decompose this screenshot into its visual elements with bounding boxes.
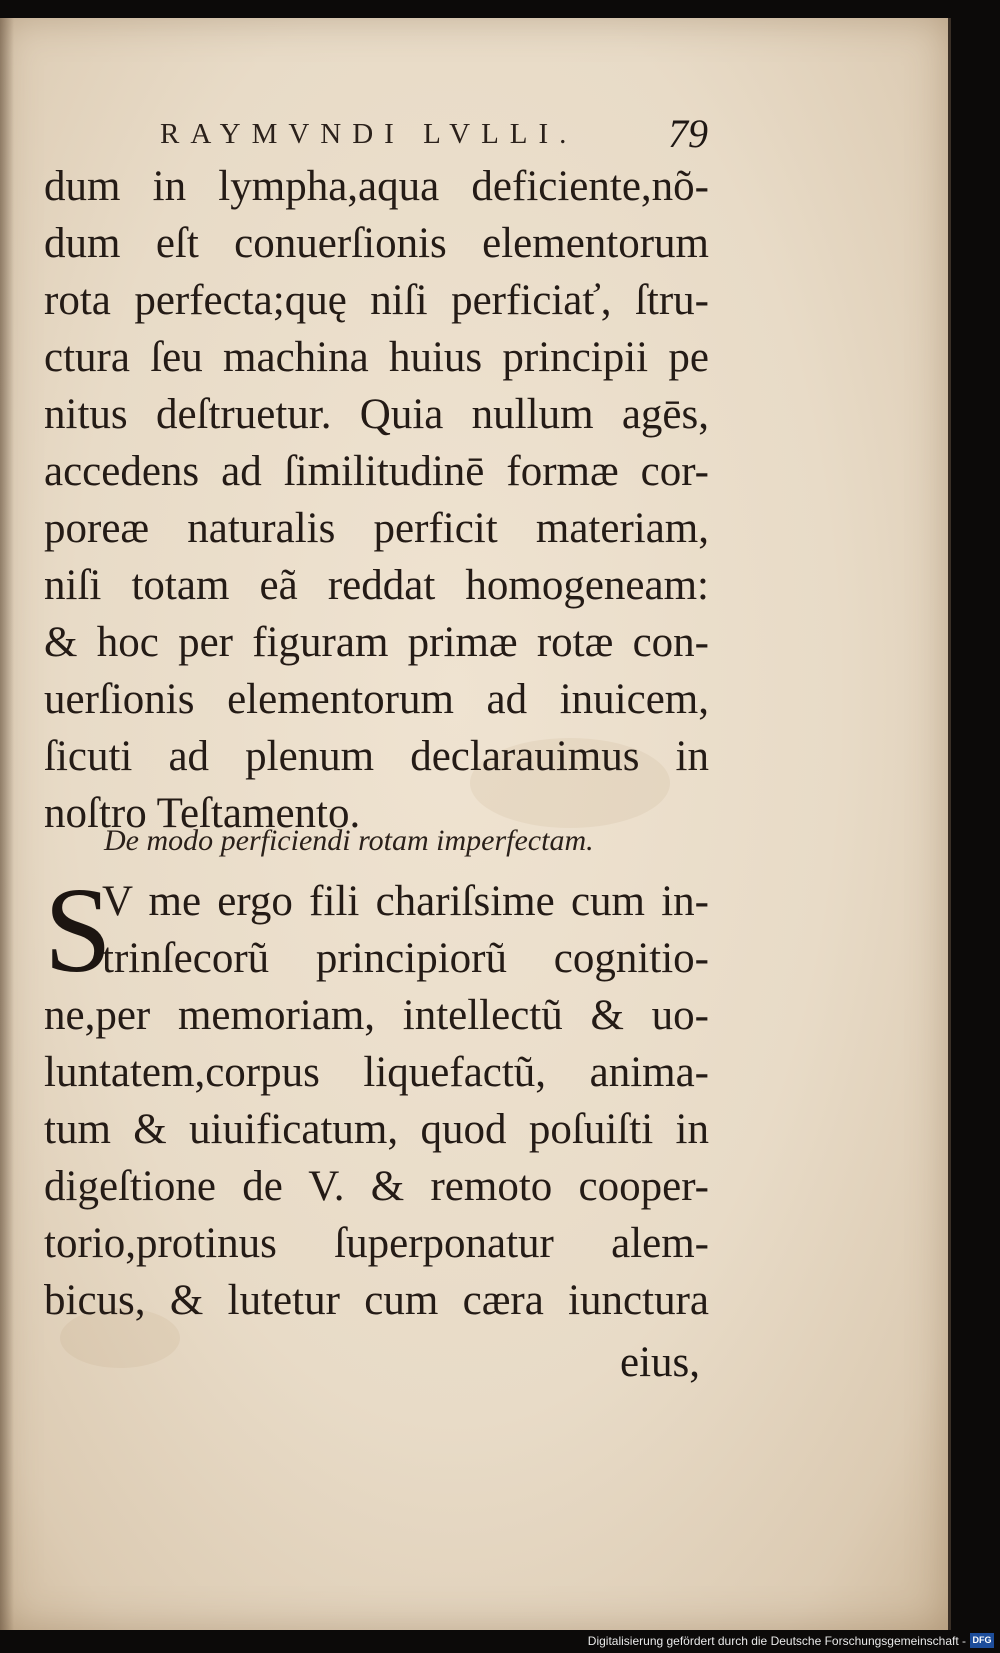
text-line: accedens ad ſimilitudinē formæ cor- [44, 448, 709, 495]
page-gutter-shadow [0, 18, 14, 1630]
text-line: V me ergo fili chariſsime cum in- [102, 878, 709, 925]
text-line: ctura ſeu machina huius principii pe [44, 334, 709, 381]
text-line: poreæ naturalis perficit materiam, [44, 505, 709, 552]
text-line: & hoc per figuram primæ rotæ con- [44, 619, 709, 666]
text-line: ne,per memoriam, intellectũ & uo- [44, 992, 709, 1039]
dfg-logo: DFG [970, 1633, 994, 1648]
text-line: bicus, & lutetur cum cæra iunctura [44, 1277, 709, 1324]
digitization-credit: Digitalisierung gefördert durch die Deutsche Forschungsgemeinschaft - [587, 1634, 966, 1648]
text-line: dum in lympha,aqua deficiente,nõ- [44, 163, 709, 210]
running-head: RAYMVNDI LVLLI. [160, 118, 578, 150]
text-line: dum eſt conuerſionis elementorum [44, 220, 709, 267]
text-line: ſicuti ad plenum declarauimus in [44, 733, 709, 780]
text-line: niſi totam eã reddat homogeneam: [44, 562, 709, 609]
drop-cap: S [44, 863, 112, 998]
text-line: rota perfecta;quę niſi perficiať, ſtru- [44, 277, 709, 324]
text-line: torio,protinus ſuperponatur alem- [44, 1220, 709, 1267]
text-line: tum & uiuificatum, quod poſuiſti in [44, 1106, 709, 1153]
paragraph-section [44, 863, 709, 1329]
book-page [0, 18, 951, 1630]
footer-bar [0, 1630, 1000, 1653]
section-heading: De modo perficiendi rotam imperfectam. [104, 824, 594, 857]
paragraph-main [44, 158, 709, 842]
text-line: nitus deſtruetur. Quia nullum agēs, [44, 391, 709, 438]
text-line: digeſtione de V. & remoto cooper- [44, 1163, 709, 1210]
text-line: noſtro Teſtamento. [44, 790, 361, 837]
text-line: uerſionis elementorum ad inuicem, [44, 676, 709, 723]
text-line: trinſecorũ principiorũ cognitio- [102, 935, 709, 982]
page-number: 79 [668, 111, 708, 156]
catchword: eius, [620, 1339, 701, 1386]
text-line: luntatem,corpus liquefactũ, anima- [44, 1049, 709, 1096]
